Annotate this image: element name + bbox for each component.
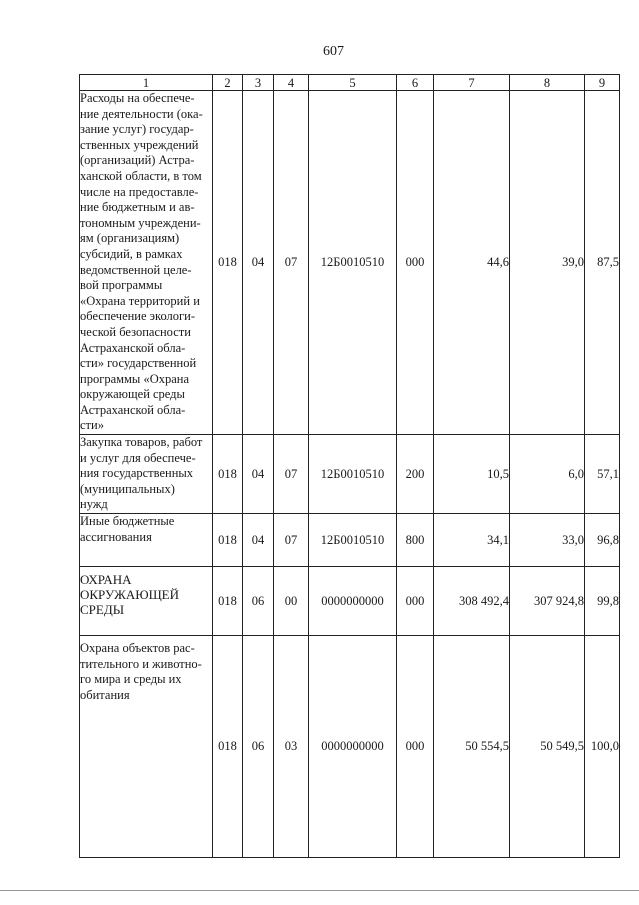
cell-ministry-code: 018 bbox=[213, 514, 243, 567]
cell-target-item: 0000000000 bbox=[309, 567, 397, 636]
cell-section: 04 bbox=[243, 91, 274, 435]
cell-subsection: 07 bbox=[274, 435, 309, 514]
table-row bbox=[80, 435, 620, 514]
cell-expense-type: 000 bbox=[397, 91, 434, 435]
cell-executed: 39,0 bbox=[510, 91, 585, 435]
cell-percent: 96,8 bbox=[585, 514, 620, 567]
cell-target-item: 12Б0010510 bbox=[309, 514, 397, 567]
cell-subsection: 00 bbox=[274, 567, 309, 636]
page-bottom-rule bbox=[0, 890, 639, 891]
column-header: 6 bbox=[397, 75, 434, 91]
cell-ministry-code: 018 bbox=[213, 91, 243, 435]
cell-planned: 44,6 bbox=[434, 91, 510, 435]
cell-section: 04 bbox=[243, 514, 274, 567]
cell-target-item: 12Б0010510 bbox=[309, 91, 397, 435]
cell-ministry-code: 018 bbox=[213, 636, 243, 858]
cell-planned: 308 492,4 bbox=[434, 567, 510, 636]
column-header: 3 bbox=[243, 75, 274, 91]
cell-percent: 57,1 bbox=[585, 435, 620, 514]
cell-expense-type: 200 bbox=[397, 435, 434, 514]
column-header: 8 bbox=[510, 75, 585, 91]
cell-percent: 87,5 bbox=[585, 91, 620, 435]
cell-subsection: 07 bbox=[274, 91, 309, 435]
table-row bbox=[80, 636, 620, 858]
row-name: Расходы на обеспече- ние деятельности (ока- зание услуг) государ- ственных учреждений (организаций) Астра- ханской области, в том числе на предоставле- ние бюджетным и ав- тономным учреждени- ям (организациям) субсидий, в рамках ведомственной целе- вой программы «Охрана территорий и обеспечение экологи- ческой безопасности Астраханской обла- сти» государственной программы «Охрана окружающей среды Астраханской обла- сти» bbox=[80, 91, 213, 435]
cell-ministry-code: 018 bbox=[213, 567, 243, 636]
row-name: Иные бюджетные ассигнования bbox=[80, 514, 213, 567]
cell-percent: 100,0 bbox=[585, 636, 620, 858]
cell-ministry-code: 018 bbox=[213, 435, 243, 514]
cell-section: 06 bbox=[243, 567, 274, 636]
cell-expense-type: 800 bbox=[397, 514, 434, 567]
cell-section: 06 bbox=[243, 636, 274, 858]
cell-executed: 6,0 bbox=[510, 435, 585, 514]
table-row bbox=[80, 91, 620, 435]
header-row bbox=[80, 75, 620, 91]
cell-planned: 34,1 bbox=[434, 514, 510, 567]
cell-expense-type: 000 bbox=[397, 567, 434, 636]
table-row bbox=[80, 514, 620, 567]
column-header: 7 bbox=[434, 75, 510, 91]
cell-executed: 50 549,5 bbox=[510, 636, 585, 858]
cell-percent: 99,8 bbox=[585, 567, 620, 636]
cell-target-item: 0000000000 bbox=[309, 636, 397, 858]
column-header: 2 bbox=[213, 75, 243, 91]
column-header: 9 bbox=[585, 75, 620, 91]
cell-executed: 33,0 bbox=[510, 514, 585, 567]
column-header: 4 bbox=[274, 75, 309, 91]
cell-executed: 307 924,8 bbox=[510, 567, 585, 636]
cell-subsection: 07 bbox=[274, 514, 309, 567]
column-header: 1 bbox=[80, 75, 213, 91]
cell-planned: 50 554,5 bbox=[434, 636, 510, 858]
row-name: Закупка товаров, работ и услуг для обеспече- ния государственных (муниципальных) нужд bbox=[80, 435, 213, 514]
cell-target-item: 12Б0010510 bbox=[309, 435, 397, 514]
cell-planned: 10,5 bbox=[434, 435, 510, 514]
budget-table bbox=[79, 74, 620, 858]
cell-subsection: 03 bbox=[274, 636, 309, 858]
cell-section: 04 bbox=[243, 435, 274, 514]
page-number: 607 bbox=[323, 44, 344, 59]
table-row bbox=[80, 567, 620, 636]
column-header: 5 bbox=[309, 75, 397, 91]
row-name: Охрана объектов рас- тительного и животно- го мира и среды их обитания bbox=[80, 636, 213, 858]
row-name: ОХРАНА ОКРУЖАЮЩЕЙ СРЕДЫ bbox=[80, 567, 213, 636]
cell-expense-type: 000 bbox=[397, 636, 434, 858]
